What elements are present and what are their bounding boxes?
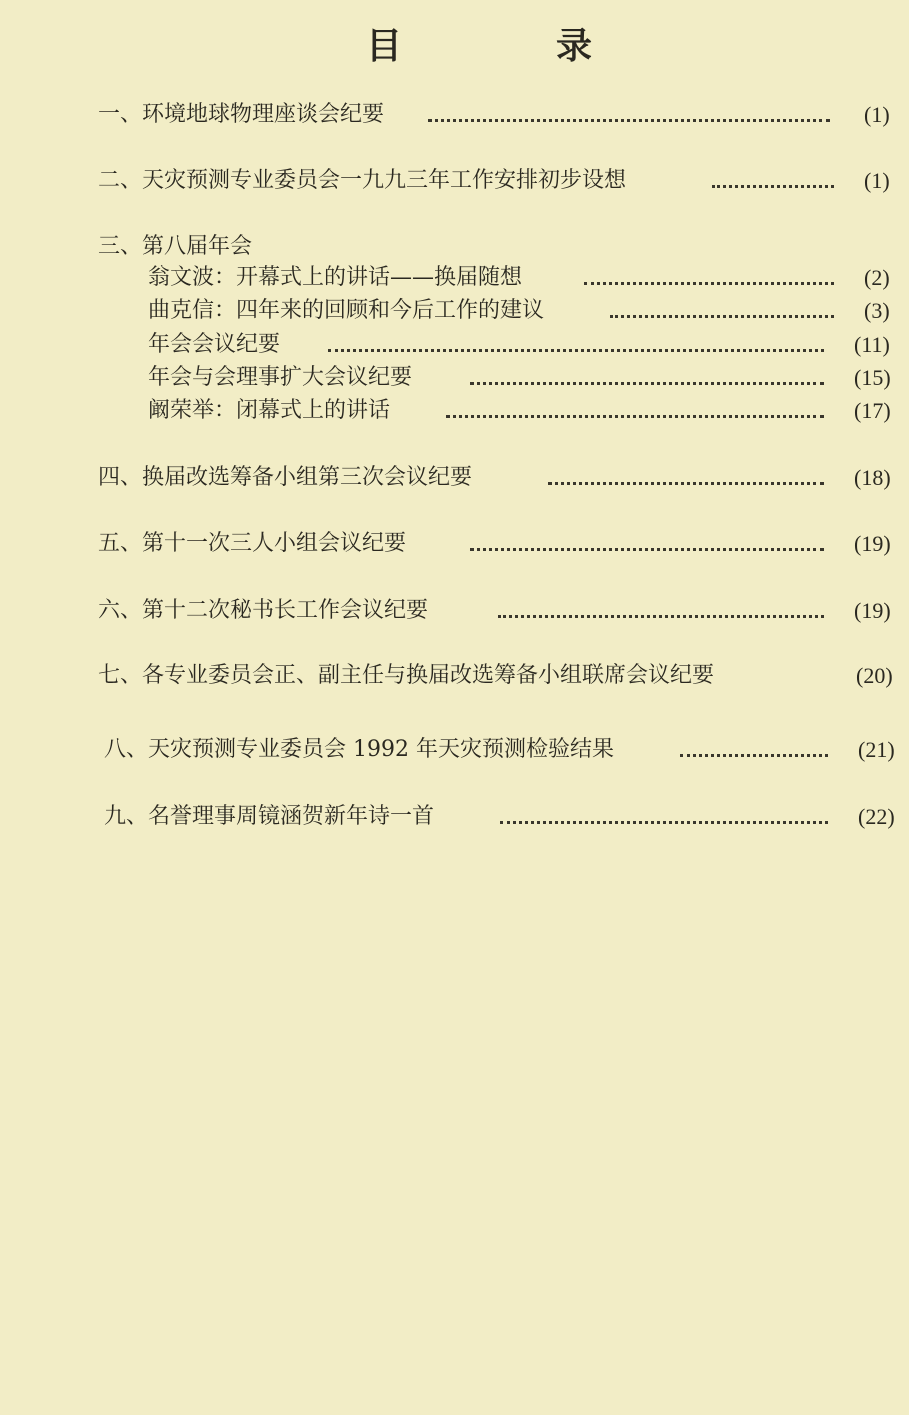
toc-entry-page: (2) — [864, 265, 890, 290]
toc-entry-page: (21) — [858, 737, 895, 762]
toc-entry-label: 九、名誉理事周镜涵贺新年诗一首 — [104, 804, 435, 829]
toc-entry-page: (1) — [864, 102, 890, 127]
toc-entry-1 — [0, 100, 909, 130]
toc-subentry-4 — [0, 363, 909, 393]
toc-subentry-1 — [0, 263, 909, 293]
toc-entry-7 — [0, 661, 909, 691]
toc-subentry-5 — [0, 396, 909, 426]
leader-dots — [610, 315, 834, 318]
toc-entry-label: 一、环境地球物理座谈会纪要 — [98, 102, 385, 127]
leader-dots — [548, 482, 824, 485]
toc-entry-9 — [0, 802, 909, 832]
toc-subentry-2 — [0, 296, 909, 326]
toc-entry-page: (19) — [854, 598, 891, 623]
toc-section-heading — [0, 232, 909, 262]
toc-entry-page: (11) — [854, 332, 890, 357]
toc-entry-5 — [0, 529, 909, 559]
title-char-1: 目 — [366, 26, 403, 67]
toc-entry-label: 六、第十二次秘书长工作会议纪要 — [98, 598, 429, 623]
toc-entry-page: (3) — [864, 298, 890, 323]
title-char-2: 录 — [556, 26, 593, 67]
toc-entry-label: 年会会议纪要 — [148, 332, 281, 357]
leader-dots — [470, 382, 824, 385]
toc-entry-label: 阚荣举：闭幕式上的讲话 — [148, 398, 391, 423]
toc-entry-page: (20) — [856, 663, 893, 688]
toc-entry-page: (22) — [858, 804, 895, 829]
toc-entry-page: (1) — [864, 168, 890, 193]
toc-entry-label: 二、天灾预测专业委员会一九九三年工作安排初步设想 — [98, 168, 627, 193]
toc-entry-label: 五、第十一次三人小组会议纪要 — [98, 531, 407, 556]
leader-dots — [446, 415, 824, 418]
leader-dots — [470, 548, 824, 551]
leader-dots — [498, 615, 824, 618]
toc-entry-page: (15) — [854, 365, 891, 390]
toc-entry-label: 曲克信：四年来的回顾和今后工作的建议 — [148, 298, 545, 323]
leader-dots — [428, 119, 830, 122]
toc-entry-page: (19) — [854, 531, 891, 556]
toc-entry-6 — [0, 596, 909, 626]
toc-entry-label: 年会与会理事扩大会议纪要 — [148, 365, 413, 390]
leader-dots — [680, 754, 828, 757]
toc-entry-label: 八、天灾预测专业委员会 1992 年天灾预测检验结果 — [104, 737, 614, 762]
toc-entry-label: 四、换届改选筹备小组第三次会议纪要 — [98, 465, 473, 490]
toc-entry-2 — [0, 166, 909, 196]
toc-entry-page: (18) — [854, 465, 891, 490]
leader-dots — [584, 282, 834, 285]
toc-entry-8 — [0, 735, 909, 765]
toc-entry-label: 三、第八届年会 — [98, 234, 253, 259]
toc-subentry-3 — [0, 330, 909, 360]
leader-dots — [328, 349, 824, 352]
toc-entry-4 — [0, 463, 909, 493]
leader-dots — [712, 185, 834, 188]
leader-dots — [500, 821, 828, 824]
toc-entry-label: 翁文波：开幕式上的讲话——换届随想 — [148, 265, 523, 290]
toc-entry-label: 七、各专业委员会正、副主任与换届改选筹备小组联席会议纪要 — [98, 663, 715, 688]
toc-entry-page: (17) — [854, 398, 891, 423]
